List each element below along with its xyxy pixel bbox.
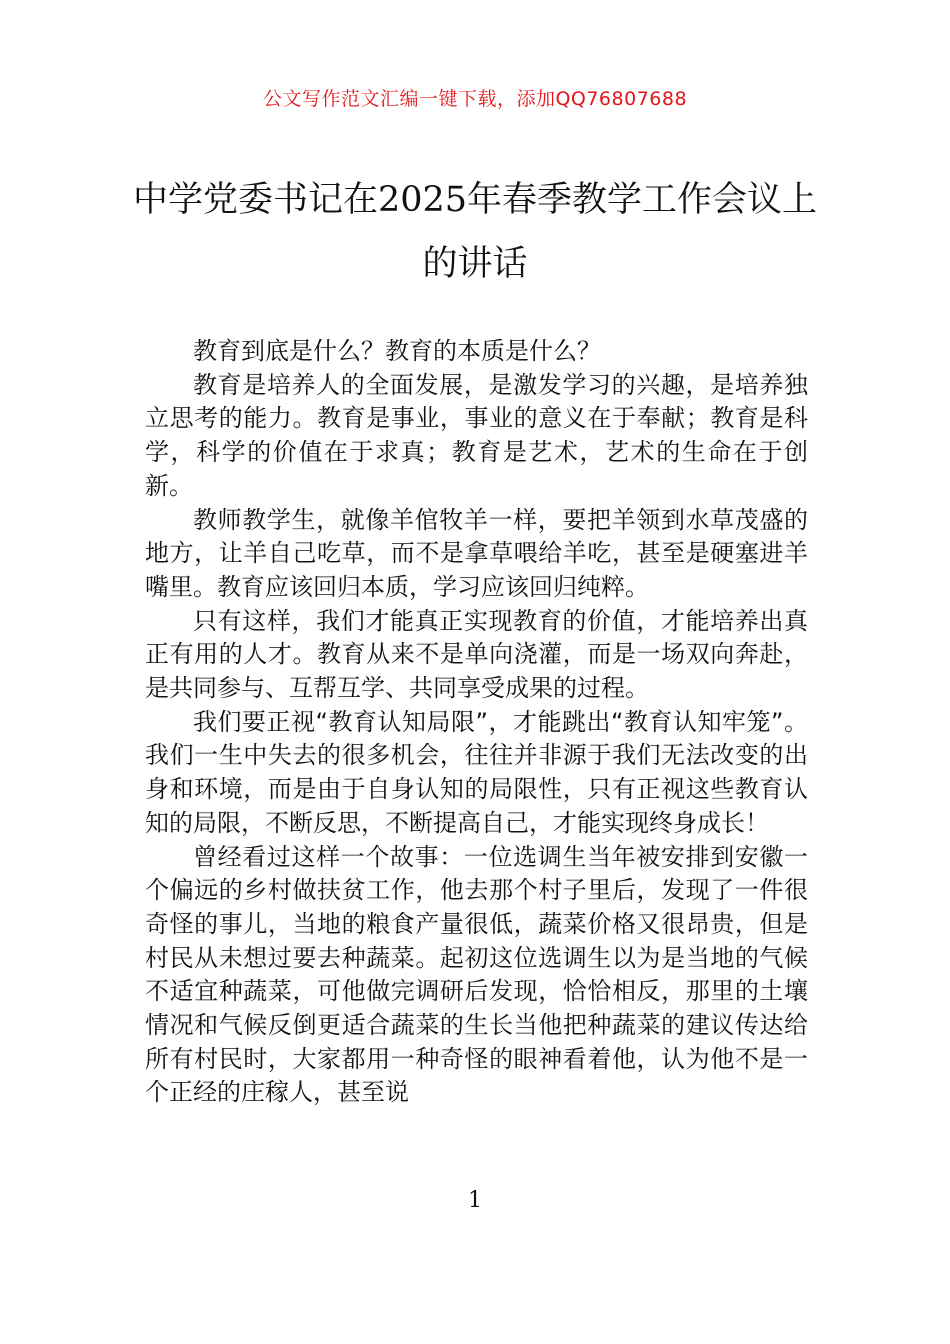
paragraph: 只有这样，我们才能真正实现教育的价值，才能培养出真正有用的人才。教育从来不是单向浇灌，而是一场双向奔赴，是共同参与、互帮互学、共同享受成果的过程。 bbox=[145, 606, 808, 703]
paragraph: 教育到底是什么？教育的本质是什么？ bbox=[193, 337, 601, 365]
page-number: 1 bbox=[468, 1188, 482, 1213]
paragraph: 教师教学生，就像羊倌牧羊一样，要把羊领到水草茂盛的地方，让羊自己吃草，而不是拿草喂给羊吃，甚至是硬塞进羊嘴里。教育应该回归本质，学习应该回归纯粹。 bbox=[145, 505, 808, 601]
download-banner: 公文写作范文汇编一键下载，添加QQ76807688 bbox=[262, 88, 688, 110]
paragraph: 教育是培养人的全面发展，是激发学习的兴趣，是培养独立思考的能力。教育是事业，事业的意义在于奉献；教育是科学，科学的价值在于求真；教育是艺术，艺术的生命在于创新。 bbox=[145, 370, 808, 500]
document-title: 中学党委书记在2025年春季教学工作会议上的讲话 bbox=[132, 180, 818, 284]
paragraph: 我们要正视“教育认知局限”，才能跳出“教育认知牢笼”。我们一生中失去的很多机会，往往并非源于我们无法改变的出身和环境，而是由于自身认知的局限性，只有正视这些教育认知的局限，不断反思，不断提高自己，才能实现终身成长！ bbox=[145, 707, 808, 837]
paragraph: 曾经看过这样一个故事：一位选调生当年被安排到安徽一个偏远的乡村做扶贫工作，他去那个村子里后，发现了一件很奇怪的事儿，当地的粮食产量很低，蔬菜价格又很昂贵，但是村民从未想过要去种蔬菜。起初这位选调生以为是当地的气候不适宜种蔬菜，可他做完调研后发现，恰恰相反，那里的土壤情况和气候反倒更适合蔬菜的生长当他把种蔬菜的建议传达给所有村民时，大家都用一种奇怪的眼神看着他，认为他不是一个正经的庄稼人，甚至说 bbox=[145, 842, 808, 1107]
document-body bbox=[145, 335, 808, 1110]
